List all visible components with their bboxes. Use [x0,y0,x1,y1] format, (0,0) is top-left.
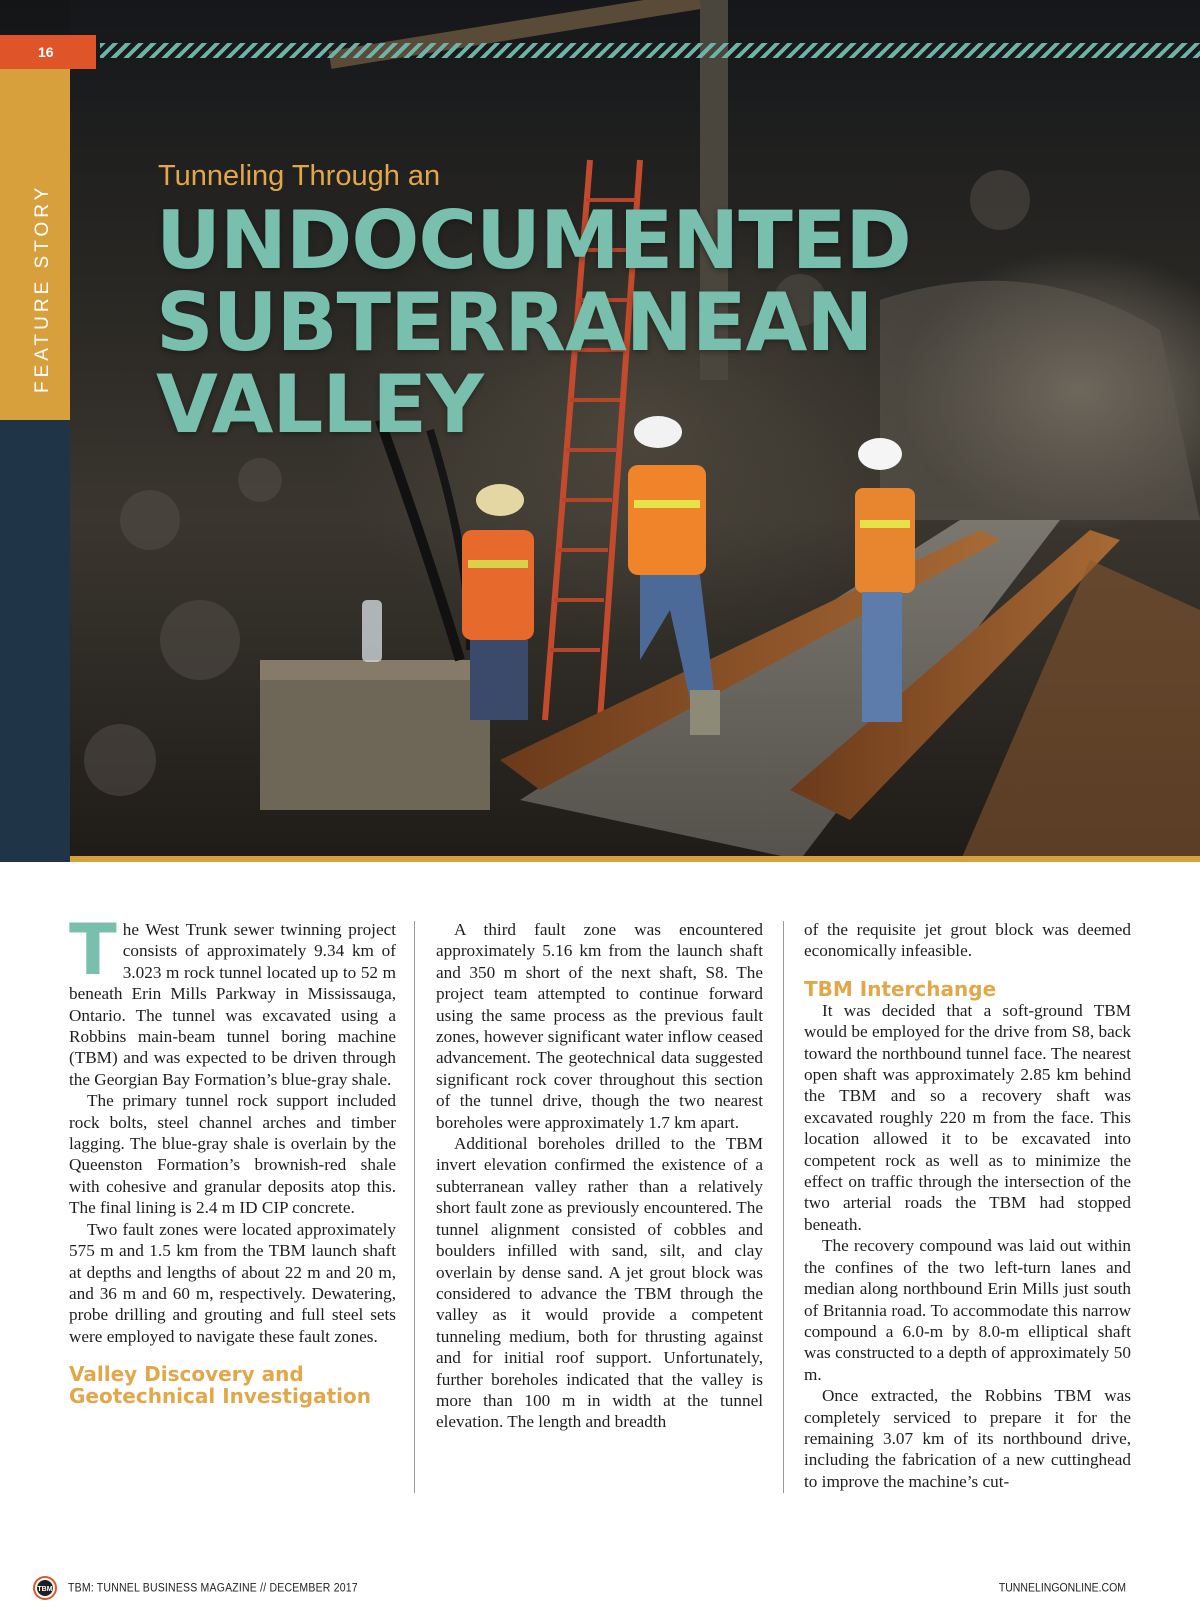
decorative-hatch-bar [100,43,1200,58]
paragraph: The recovery compound was laid out within the confines of the two left-turn lanes and median along northbound Erin Mills just south of Britannia road. To accommodate this narrow compound a 6.0-m by 8.0-m elliptical shaft was constructed to a depth of approximately 50 m. [804,1236,1131,1384]
paragraph: Once extracted, the Robbins TBM was completely serviced to prepare it for the remaining 3.07 km of its northbound drive, including the fabrication of a new cuttinghead to improve the machine’s cut- [804,1386,1131,1491]
svg-text:TBM: TBM [37,1586,53,1593]
paragraph: A third fault zone was encountered approximately 5.16 km from the launch shaft and 350 m short of the next shaft, S8. The project team attempted to continue forward using the same process as the previous fault zones, however significant water inflow ceased advancement. The geotechnical data suggested significant rock cover throughout this section of the tunnel drive, though the two nearest boreholes were approximately 1.7 km apart. [436,920,763,1132]
article-column-1 [69,909,396,1409]
subheading-valley-discovery: Valley Discovery and Geotechnical Investigation [69,1362,372,1409]
worker-1 [462,484,534,720]
paragraph: The primary tunnel rock support included rock bolts, steel channel arches and timber lagging. The blue-gray shale is overlain by the Queenston Formation’s brownish-red shale with cohesive and granular deposits atop this. The final lining is 2.4 m ID CIP concrete. [69,1091,396,1218]
title-kicker: Tunneling Through an [158,160,441,192]
footer-website: TUNNELINGONLINE.COM [998,1581,1126,1595]
headline-line-3: VALLEY [156,358,483,451]
subheading-tbm-interchange: TBM Interchange [804,976,997,1001]
paragraph-text: he West Trunk sewer twinning project consists of approximately 9.34 km of 3.023 m rock tunnel located up to 52 m beneath Erin Mills Parkway in Mississauga, Ontario. The tunnel was excavated using a Robbins main-beam tunnel boring machine (TBM) and was expected to be driven through the Georgian Bay Formation’s blue-gray shale. [69,920,396,1089]
paragraph: of the requisite jet grout block was deemed economically infeasible. [804,920,1131,961]
headline [156,194,911,451]
tbm-logo-icon [33,1576,57,1600]
section-ribbon-navy [0,420,70,862]
drop-cap: T [69,909,117,991]
section-label: FEATURE STORY [32,183,53,393]
paragraph: It was decided that a soft-ground TBM would be employed for the drive from S8, back toward the northbound tunnel face. The nearest open shaft was approximately 2.85 km behind the TBM and so a recovery shaft was excavated roughly 220 m from the face. This location allowed it to be excavated into competent rock as well as to minimize the effect on traffic through the intersection of the two arterial roads the TBM had stopped beneath. [804,1000,1131,1234]
hero-bottom-rule [0,856,1200,862]
paragraph [69,909,396,1090]
column-divider [414,921,415,1493]
paragraph: Two fault zones were located approximately 575 m and 1.5 km from the TBM launch shaft at depths and lengths of about 22 m and 20 m, and 36 m and 60 m, respectively. Dewatering, probe drilling and grouting and full steel sets were employed to navigate these fault zones. [69,1219,396,1346]
page-number: 16 [0,35,96,69]
article-column-3 [804,919,1131,1492]
paragraph: Additional boreholes drilled to the TBM invert elevation confirmed the existence of a subterranean valley rather than a relatively short fault zone as previously encountered. The tunnel alignment consisted of cobbles and boulders infilled with sand, silt, and clay overlain by dense sand. A jet grout block was considered to advance the TBM through the valley as it would provide a competent tunneling medium, both for thrusting against and for initial roof support. Unfortunately, further boreholes indicated that the valley is more than 100 m in width at the tunnel elevation. The length and breadth [436,1134,763,1432]
footer-publication: TBM: TUNNEL BUSINESS MAGAZINE // DECEMBER 2017 [68,1581,358,1595]
article-column-2 [436,919,763,1433]
headline-line-1: UNDOCUMENTED [156,194,911,287]
column-divider [783,921,784,1493]
headline-line-2: SUBTERRANEAN [156,276,873,369]
